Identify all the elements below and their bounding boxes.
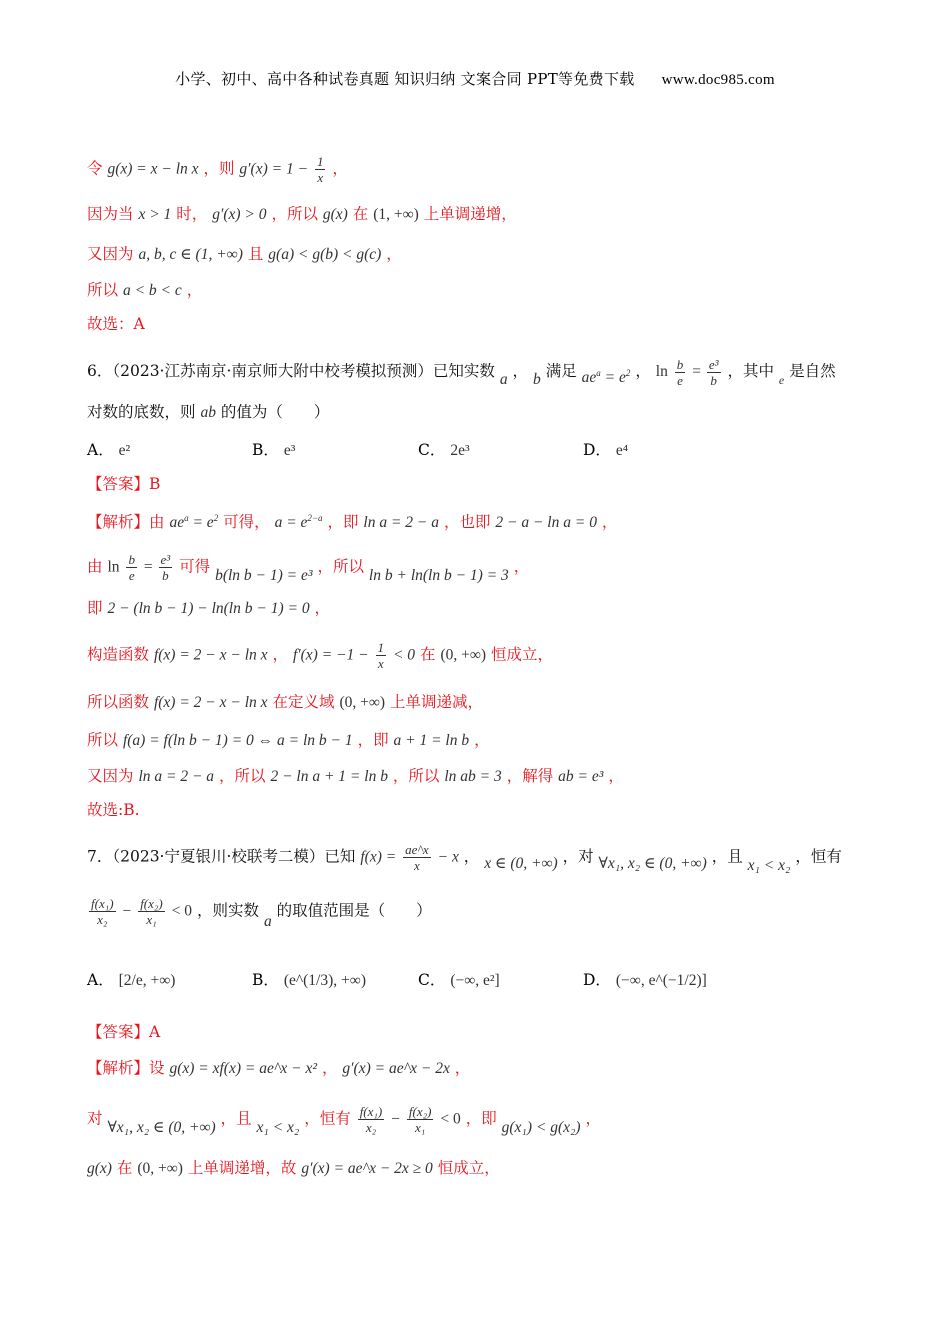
numerator: e³: [708, 356, 719, 372]
text: ，: [635, 362, 651, 381]
text: ，对: [562, 847, 594, 866]
text: 在定义域: [272, 693, 335, 711]
q6-answer: 【答案】B: [87, 475, 161, 493]
math: ln ab = 3: [444, 768, 502, 785]
math: < 0: [392, 646, 416, 664]
text: ，则实数: [197, 901, 260, 920]
prev-line-2: [87, 202, 517, 227]
text: 6．（2023·江苏南京·南京师大附中校考模拟预测）已知实数: [87, 362, 495, 381]
denominator: x: [377, 656, 384, 671]
text: ，: [386, 245, 402, 263]
option-label: A．: [87, 971, 114, 989]
math-part: ae: [581, 369, 597, 387]
text: 构造函数: [87, 645, 150, 664]
superscript: 2: [213, 513, 219, 523]
option-value: 2e³: [450, 442, 470, 459]
denominator: x: [414, 858, 420, 873]
math: − x: [437, 848, 459, 866]
text: ，且: [711, 847, 743, 866]
numerator: 1: [316, 154, 324, 169]
math: (0, +∞): [440, 646, 487, 664]
text: 恒成立，: [491, 645, 554, 664]
text: ，: [321, 1059, 338, 1077]
header-url[interactable]: www.doc985.com: [661, 72, 775, 88]
text: ，即: [465, 1109, 497, 1128]
math: f(x) =: [360, 848, 397, 866]
superscript: 2: [625, 368, 631, 378]
math-part: a = e: [274, 514, 308, 532]
math: g′(x) > 0: [212, 206, 267, 223]
math: f(a) = f(ln b − 1) = 0 ⇔ a = ln b − 1: [122, 732, 353, 749]
q6-solution-6: [87, 728, 490, 753]
q6-solution-1: [87, 506, 617, 535]
math: f(x) = 2 − x − ln x: [153, 694, 268, 711]
option-label: D．: [583, 441, 611, 459]
text: 由: [87, 557, 103, 576]
text: 对: [87, 1109, 103, 1128]
math: 2 − a − ln a = 0: [495, 514, 597, 532]
text: 满足: [545, 362, 577, 381]
math: x₁ < x₂: [256, 1118, 300, 1136]
math: g(x) = xf(x) = ae^x − x²: [169, 1060, 317, 1077]
text: ，: [272, 645, 288, 664]
header-text: 小学、初中、高中各种试卷真题 知识归纳 文案合同 PPT等免费下载: [175, 70, 635, 88]
denominator: e: [128, 568, 135, 583]
text: 在: [116, 1159, 133, 1177]
text: ，: [186, 281, 203, 299]
option-value: (−∞, e²]: [450, 972, 500, 989]
q6-solution-4: [87, 640, 553, 671]
prev-line-1: [87, 154, 348, 185]
math: f(x) = 2 − x − ln x: [153, 646, 268, 664]
numerator: b: [676, 356, 684, 372]
q7-solution-2: [87, 1104, 601, 1135]
fraction: [707, 357, 721, 388]
math: g′(x) = ae^x − 2x ≥ 0: [301, 1160, 433, 1177]
option-label: B．: [252, 971, 279, 989]
text: 又因为: [87, 767, 134, 785]
text: 所以: [87, 281, 119, 299]
option-label: B．: [252, 441, 279, 459]
fraction: [315, 154, 326, 185]
text: 上单调递增，: [423, 205, 517, 223]
fraction: [403, 842, 431, 873]
math: a + 1 = ln b: [393, 732, 470, 749]
text: ，则: [203, 159, 235, 178]
math: 2 − ln a + 1 = ln b: [270, 768, 388, 785]
math: [275, 514, 323, 531]
numerator: b: [128, 552, 135, 567]
q6-solution-7: [87, 764, 624, 789]
numerator: f(x₁): [359, 1104, 383, 1119]
text: 可得，: [223, 513, 270, 532]
text: ，: [454, 1059, 471, 1077]
text: ，解得: [506, 767, 554, 785]
fraction: [126, 552, 137, 583]
math: g(x) = x − ln x: [107, 160, 199, 178]
math: g′(x) = ae^x − 2x: [342, 1060, 450, 1077]
superscript: a: [184, 513, 189, 523]
math: ∀x₁, x₂ ∈ (0, +∞): [598, 854, 707, 872]
q6-option-b[interactable]: [252, 438, 295, 460]
math: (0, +∞): [137, 1160, 183, 1177]
math: g(x): [322, 206, 348, 223]
denominator: x₁: [415, 1120, 426, 1135]
text: 【解析】由: [87, 513, 165, 532]
numerator: f(x₁): [91, 896, 114, 911]
text: ，: [332, 159, 348, 178]
text: 因为当: [87, 205, 134, 223]
q7-option-a[interactable]: [87, 968, 175, 990]
q6-answer-choice: 故选:B.: [87, 801, 140, 819]
text: 7．（2023·宁夏银川·校联考二模）已知: [87, 847, 356, 866]
math: ln a = 2 − a: [363, 514, 439, 532]
q7-solution-3: [87, 1156, 500, 1181]
denominator: x₁: [146, 912, 157, 927]
math: ln b + ln(ln b − 1) = 3: [368, 566, 509, 584]
text: ，即: [357, 731, 389, 749]
fraction: [358, 1104, 385, 1135]
fraction: [138, 896, 165, 927]
math: =: [692, 363, 705, 381]
q6-stem-line-1: [87, 355, 836, 388]
text: 的取值范围是（ ）: [276, 901, 432, 920]
text: 所以: [87, 731, 119, 749]
text: 可得: [179, 557, 211, 576]
option-label: D．: [583, 971, 611, 989]
text: 【解析】设: [87, 1059, 165, 1077]
math: ln: [655, 363, 668, 381]
math: e: [778, 373, 785, 388]
text: ，: [585, 1109, 601, 1128]
math: x > 1: [138, 206, 172, 223]
text: 即: [87, 599, 103, 617]
numerator: e³: [160, 552, 171, 567]
math-part: = e: [188, 514, 214, 532]
text: ，所以: [317, 557, 364, 576]
option-value: [2/e, +∞): [118, 972, 176, 989]
text: ，: [513, 557, 530, 576]
q6-option-c[interactable]: [418, 438, 470, 460]
math: a: [263, 912, 272, 930]
text: 在: [420, 645, 436, 664]
math: −: [122, 902, 132, 920]
text: ，恒有: [795, 847, 842, 866]
math: ln a = 2 − a: [138, 768, 215, 785]
math: (1, +∞): [373, 206, 419, 223]
numerator: f(x₂): [140, 896, 163, 911]
math: a, b, c ∈ (1, +∞): [138, 246, 243, 263]
fraction: [675, 357, 686, 388]
numerator: 1: [377, 640, 385, 655]
q6-solution-3: [87, 596, 330, 621]
text: ，: [601, 513, 618, 532]
q7-stem-line-2: [87, 896, 432, 930]
text: 上单调递增，故: [187, 1159, 297, 1177]
text: 且: [247, 245, 264, 263]
math: ab: [200, 404, 216, 421]
superscript: 2−a: [307, 513, 323, 523]
text: ，所以: [219, 767, 266, 785]
text: 又因为: [87, 245, 134, 263]
math: =: [143, 558, 157, 576]
q7-option-c[interactable]: [418, 968, 500, 990]
q6-option-a[interactable]: [87, 438, 130, 460]
math: b: [533, 371, 541, 389]
text: ，即: [327, 513, 359, 532]
numerator: f(x₂): [408, 1104, 432, 1119]
text: 恒成立，: [437, 1159, 500, 1177]
option-label: C．: [418, 971, 446, 989]
numerator: ae^x: [405, 842, 429, 857]
math: < 0: [440, 1110, 461, 1128]
math: [582, 369, 631, 386]
text: ，所以: [271, 205, 318, 223]
text: ，其中: [727, 362, 774, 381]
math: [169, 514, 218, 531]
text: ，: [608, 767, 624, 785]
math-part: = e: [600, 369, 626, 387]
text: ，: [512, 362, 529, 381]
fraction: [159, 552, 173, 583]
math: a < b < c: [122, 282, 182, 299]
math: f′(x) = −1 −: [292, 646, 369, 664]
q6-option-d[interactable]: [583, 438, 628, 460]
option-value: e³: [283, 442, 296, 459]
option-label: A．: [87, 441, 114, 459]
prev-answer-choice: 故选：A: [87, 315, 145, 333]
prev-line-4: [87, 278, 202, 303]
text: ，: [314, 599, 331, 617]
option-label: C．: [418, 441, 446, 459]
q7-answer: 【答案】A: [87, 1023, 161, 1041]
denominator: b: [162, 568, 169, 583]
text: 的值为（ ）: [220, 403, 330, 421]
math: a: [499, 371, 508, 389]
text: ，恒有: [304, 1109, 351, 1128]
option-value: e²: [118, 442, 131, 459]
q7-option-d[interactable]: [583, 968, 707, 990]
text: ，且: [220, 1109, 252, 1128]
math: ab = e³: [558, 768, 604, 785]
option-value: (−∞, e^(−1/2)]: [615, 972, 707, 989]
text: 是自然: [789, 362, 836, 381]
q7-solution-1: [87, 1056, 470, 1081]
option-value: e⁴: [615, 442, 629, 459]
fraction: [89, 896, 116, 927]
q6-solution-5: [87, 690, 483, 715]
math: g(x₁) < g(x₂): [501, 1118, 581, 1136]
denominator: e: [677, 372, 683, 388]
q7-option-b[interactable]: [252, 968, 366, 990]
math: b(ln b − 1) = e³: [215, 566, 313, 584]
math: g(x): [87, 1160, 112, 1177]
text: ，: [474, 731, 490, 749]
math: < 0: [171, 902, 193, 920]
denominator: x₂: [97, 912, 108, 927]
text: 在: [352, 205, 369, 223]
q6-stem-line-2: [87, 400, 329, 425]
q7-stem-line-1: [87, 842, 842, 873]
math: x₁ < x₂: [747, 856, 791, 874]
math: g′(x) = 1 −: [239, 160, 309, 178]
text: 对数的底数，则: [87, 403, 196, 421]
text: ，所以: [392, 767, 440, 785]
math: (0, +∞): [339, 694, 386, 711]
prev-line-3: [87, 242, 402, 267]
text: 上单调递减，: [390, 693, 484, 711]
fraction: [376, 640, 387, 671]
text: 令: [87, 159, 103, 178]
option-value: (e^(1/3), +∞): [283, 972, 366, 989]
math: −: [391, 1110, 400, 1128]
math: ∀x₁, x₂ ∈ (0, +∞): [107, 1118, 216, 1136]
denominator: x₂: [365, 1120, 377, 1135]
math: 2 − (ln b − 1) − ln(ln b − 1) = 0: [107, 600, 310, 617]
math: ln: [107, 558, 120, 576]
math-part: ae: [169, 514, 185, 532]
superscript: a: [596, 368, 601, 378]
fraction: [407, 1104, 434, 1135]
text: 所以函数: [87, 693, 150, 711]
text: ，也即: [443, 513, 491, 532]
denominator: b: [710, 372, 717, 388]
text: ，: [463, 847, 480, 866]
math: x ∈ (0, +∞): [484, 854, 558, 872]
q6-solution-2: [87, 552, 529, 583]
math: g(a) < g(b) < g(c): [268, 246, 382, 263]
text: 时，: [176, 205, 208, 223]
page-header: [0, 68, 950, 89]
denominator: x: [317, 170, 324, 185]
